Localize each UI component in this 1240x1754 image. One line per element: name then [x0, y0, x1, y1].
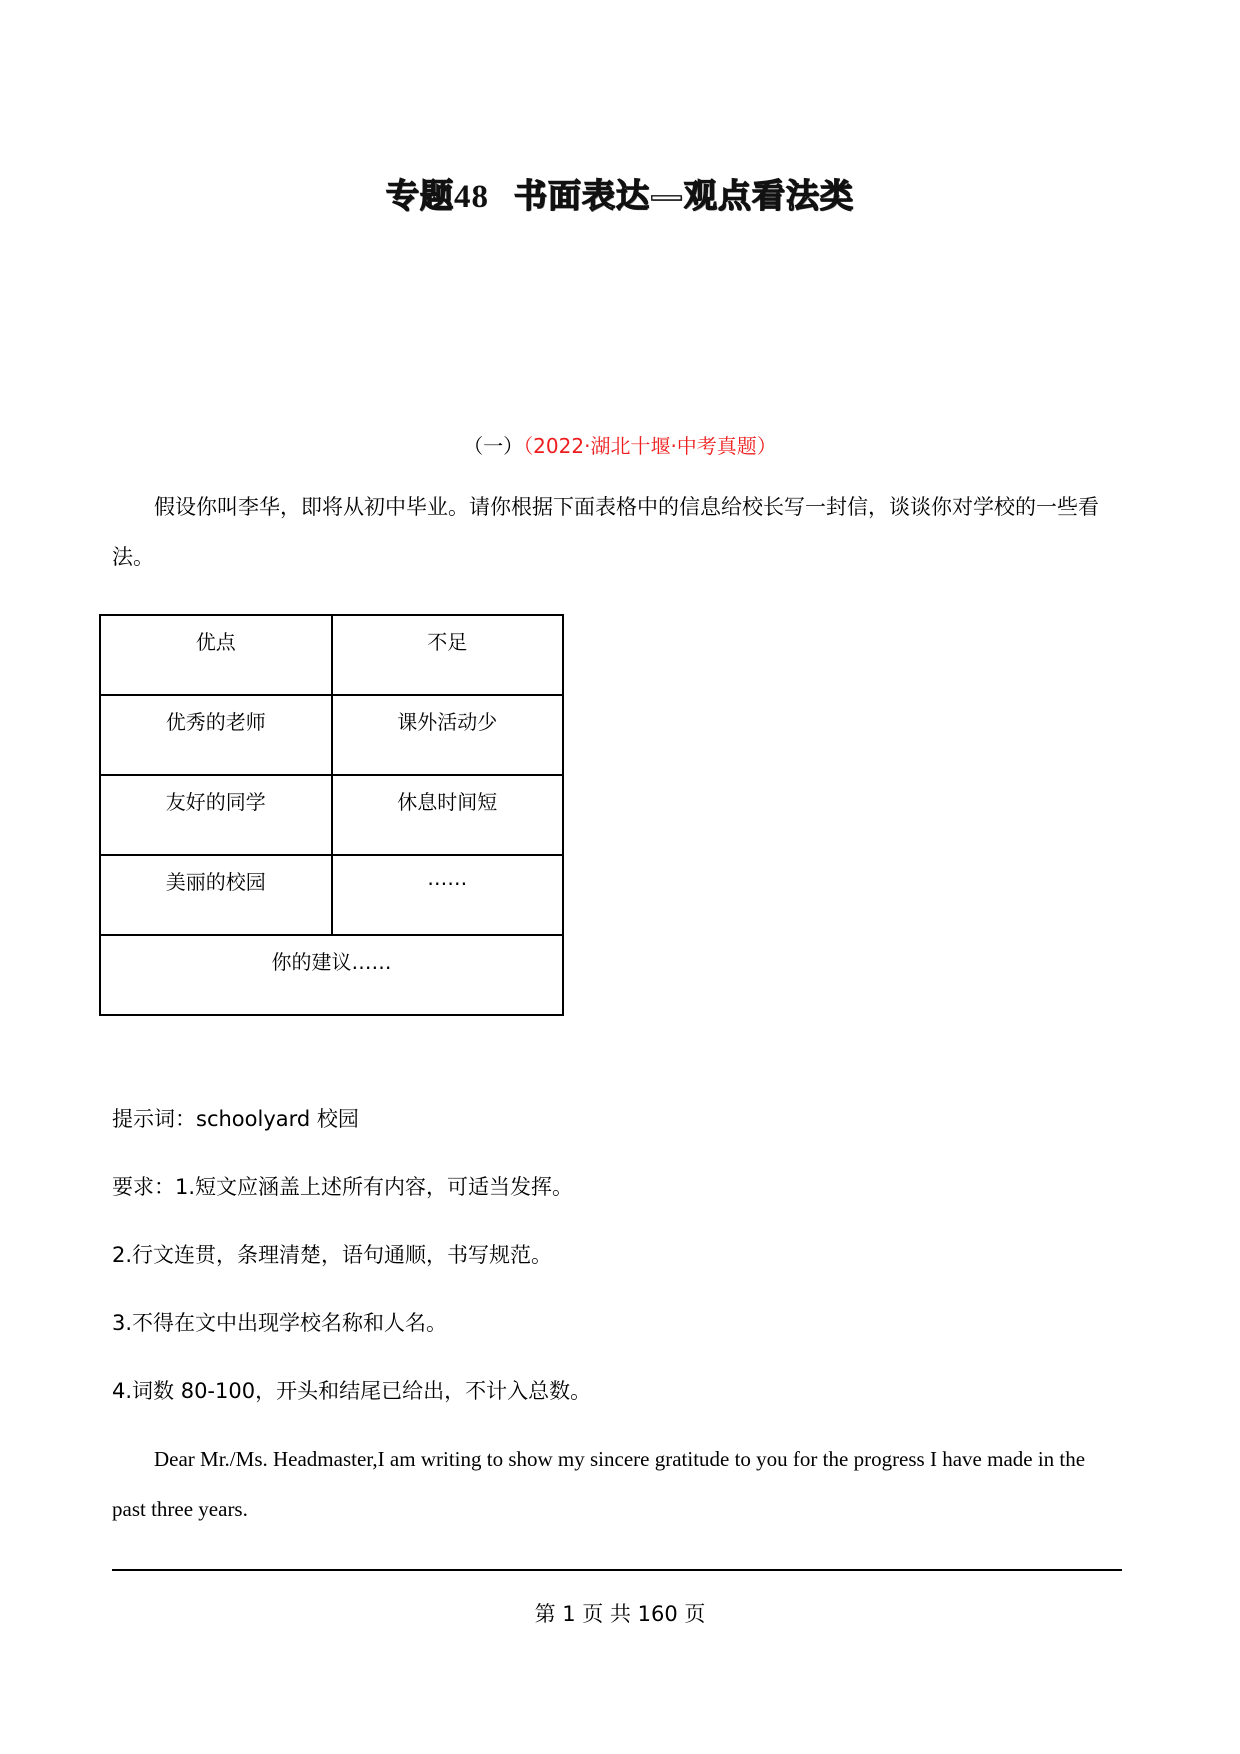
- table-cell: 友好的同学: [100, 775, 332, 855]
- prompt-paragraph: [112, 482, 1122, 582]
- requirement-4: 4.词数 80-100，开头和结尾已给出，不计入总数。: [112, 1379, 592, 1403]
- title-suffix: 书面表达—观点看法类: [513, 176, 854, 215]
- table-suggestion-row: [100, 935, 563, 1015]
- footer-divider: [112, 1569, 1122, 1571]
- table-row: [100, 855, 563, 935]
- hint-line: 提示词：schoolyard 校园: [112, 1107, 359, 1131]
- requirement-1: 要求：1.短文应涵盖上述所有内容，可适当发挥。: [112, 1175, 574, 1199]
- requirement-2: 2.行文连贯，条理清楚，语句通顺，书写规范。: [112, 1243, 553, 1267]
- page-number: 第 1 页 共 160 页: [534, 1602, 706, 1626]
- table-cell: 美丽的校园: [100, 855, 332, 935]
- prompt-text: 假设你叫李华，即将从初中毕业。请你根据下面表格中的信息给校长写一封信，谈谈你对学校的一些看法。: [112, 495, 1099, 569]
- table-row: [100, 775, 563, 855]
- letter-text: Dear Mr./Ms. Headmaster,I am writing to show my sincere gratitude to you for the progress I have made in the past three years.: [112, 1447, 1086, 1521]
- section-source: （2022·湖北十堰·中考真题）: [523, 434, 777, 458]
- title-prefix: 专题: [386, 176, 454, 215]
- section-label: （一）: [463, 434, 524, 458]
- letter-opening: [112, 1434, 1122, 1534]
- table-cell: 休息时间短: [332, 775, 564, 855]
- title-number: 48: [454, 179, 489, 215]
- section-heading: [0, 430, 1240, 459]
- table-cell: ……: [332, 855, 564, 935]
- suggestion-cell: 你的建议……: [100, 935, 563, 1015]
- info-table: [99, 614, 564, 1016]
- table-cell: 课外活动少: [332, 695, 564, 775]
- table-header-row: [100, 615, 563, 695]
- table-cell: 优秀的老师: [100, 695, 332, 775]
- requirement-3: 3.不得在文中出现学校名称和人名。: [112, 1311, 448, 1335]
- header-advantages: 优点: [100, 615, 332, 695]
- header-shortcomings: 不足: [332, 615, 564, 695]
- page-title: [0, 170, 1240, 217]
- table-row: [100, 695, 563, 775]
